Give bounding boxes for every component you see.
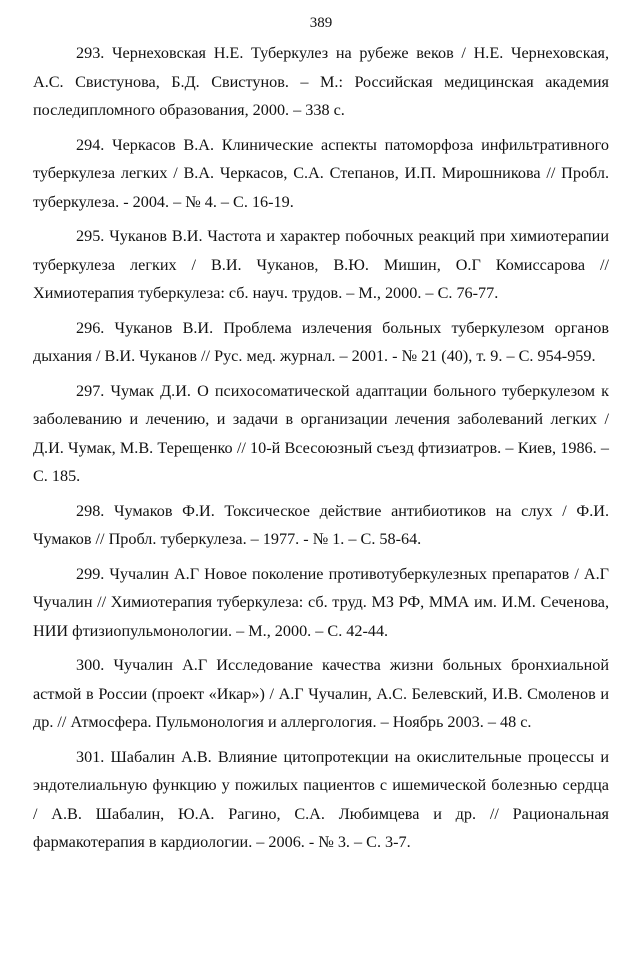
reference-item: 293. Чернеховская Н.Е. Туберкулез на рубеже веков / Н.Е. Чернеховская, А.С. Свистунова, Б.Д. Свистунов. – М.: Российская медицинская академия последипломного образования, 2000. – 338 с. xyxy=(33,44,609,119)
reference-item: 298. Чумаков Ф.И. Токсическое действие антибиотиков на слух / Ф.И. Чумаков // Пробл. туберкулеза. – 1977. - № 1. – С. 58-64. xyxy=(33,501,609,548)
reference-item: 297. Чумак Д.И. О психосоматической адаптации больного туберкулезом к заболеванию и лечению, и задачи в организации лечения заболеваний легких / Д.И. Чумак, М.В. Терещенко // 10-й Всесоюзный съезд фтизиатров. – Киев, 1986. – С. 185. xyxy=(33,381,609,485)
reference-list xyxy=(33,39,609,863)
reference-item: 295. Чуканов В.И. Частота и характер побочных реакций при химиотерапии туберкулеза легких / В.И. Чуканов, В.Ю. Мишин, О.Г Комиссарова // Химиотерапия туберкулеза: сб. науч. трудов. – М., 2000. – С. 76-77. xyxy=(33,227,609,302)
reference-item: 301. Шабалин А.В. Влияние цитопротекции на окислительные процессы и эндотелиальную функцию у пожилых пациентов с ишемической болезнью сердца / А.В. Шабалин, Ю.А. Рагино, С.А. Любимцева и др. // Рациональная фармакотерапия в кардиологии. – 2006. - № 3. – С. 3-7. xyxy=(33,747,609,851)
reference-item: 300. Чучалин А.Г Исследование качества жизни больных бронхиальной астмой в России (проект «Икар») / А.Г Чучалин, А.С. Белевский, И.В. Смоленов и др. // Атмосфера. Пульмонология и аллергология. – Ноябрь 2003. – 48 с. xyxy=(33,656,609,731)
reference-item: 296. Чуканов В.И. Проблема излечения больных туберкулезом органов дыхания / В.И. Чуканов // Рус. мед. журнал. – 2001. - № 21 (40), т. 9. – С. 954-959. xyxy=(33,318,609,365)
reference-item: 294. Черкасов В.А. Клинические аспекты патоморфоза инфильтративного туберкулеза легких / В.А. Черкасов, С.А. Степанов, И.П. Мирошникова // Пробл. туберкулеза. - 2004. – № 4. – С. 16-19. xyxy=(33,135,609,211)
page-number: 389 xyxy=(309,15,333,31)
reference-item: 299. Чучалин А.Г Новое поколение противотуберкулезных препаратов / А.Г Чучалин // Химиотерапия туберкулеза: сб. труд. МЗ РФ, ММА им. И.М. Сеченова, НИИ фтизиопульмонологии. – М., 2000. – С. 42-44. xyxy=(33,564,609,640)
